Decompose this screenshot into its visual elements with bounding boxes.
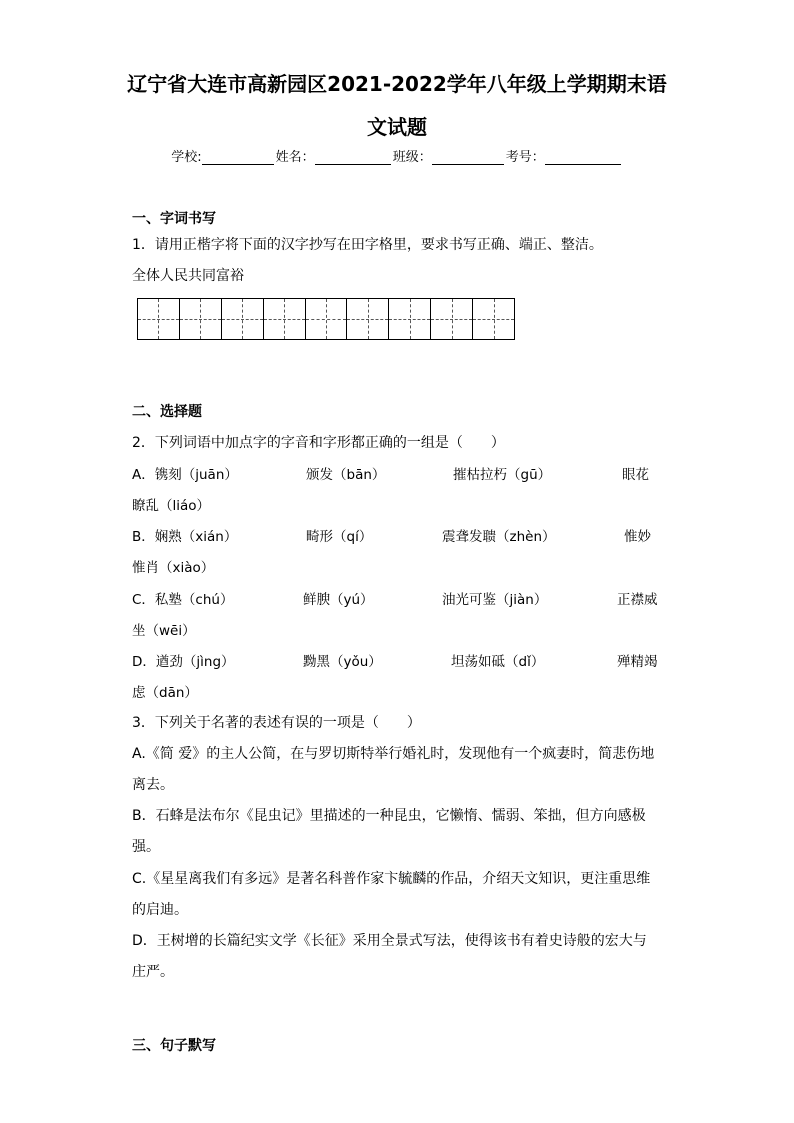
grid-cell[interactable] — [473, 299, 514, 339]
q3-option-c-line1: C.《星星离我们有多远》是著名科普作家卞毓麟的作品，介绍天文知识，更注重思维 — [132, 871, 651, 887]
grid-cell[interactable] — [431, 299, 473, 339]
grid-cell[interactable] — [306, 299, 348, 339]
school-label: 学校: — [171, 150, 202, 165]
grid-cell[interactable] — [222, 299, 264, 339]
q2-option-a-4: 眼花 — [622, 467, 649, 483]
q2-option-a-2: 颁发（bān） — [306, 467, 386, 483]
question-1: 1．请用正楷字将下面的汉字抄写在田字格里，要求书写正确、端正、整洁。 — [132, 237, 603, 253]
q2-option-a-3: 摧枯拉朽（gū） — [453, 467, 552, 483]
student-info-line — [0, 146, 794, 165]
q2-option-b-4: 惟妙 — [624, 529, 651, 545]
q2-option-d-4: 殚精竭 — [617, 654, 658, 670]
q3-option-b-line1: B．石蜂是法布尔《昆虫记》里描述的一种昆虫，它懒惰、懦弱、笨拙，但方向感极 — [132, 808, 646, 824]
grid-cell[interactable] — [389, 299, 431, 339]
name-blank[interactable] — [315, 150, 391, 165]
q3-option-a-line2: 离去。 — [132, 777, 174, 793]
q2-option-b-2: 畸形（qí） — [306, 529, 373, 545]
q2-option-d-2: 黝黑（yǒu） — [303, 654, 382, 670]
grid-cell[interactable] — [347, 299, 389, 339]
section2-heading: 二、选择题 — [132, 404, 202, 420]
name-label: 姓名： — [275, 150, 315, 165]
grid-cell[interactable] — [180, 299, 222, 339]
grid-cell[interactable] — [264, 299, 306, 339]
question-3: 3．下列关于名著的表述有误的一项是（ ） — [132, 715, 421, 731]
q2-option-c-2: 鲜腴（yú） — [303, 592, 374, 608]
q3-option-c-line2: 的启迪。 — [132, 902, 188, 918]
grid-cell[interactable] — [138, 299, 180, 339]
q3-option-a-line1: A.《简 爱》的主人公简，在与罗切斯特举行婚礼时，发现他有一个疯妻时，简悲伤地 — [132, 746, 655, 762]
exam-no-label: 考号： — [505, 150, 545, 165]
copy-phrase: 全体人民共同富裕 — [132, 268, 244, 284]
q3-option-b-line2: 强。 — [132, 839, 160, 855]
q2-option-a-1: A．镌刻（juān） — [132, 467, 238, 483]
exam-title-line1: 辽宁省大连市高新园区2021-2022学年八年级上学期期末语 — [127, 72, 667, 96]
q3-option-d-line2: 庄严。 — [132, 964, 174, 980]
exam-no-blank[interactable] — [545, 150, 621, 165]
section1-heading: 一、字词书写 — [132, 211, 216, 227]
q2-option-b-wrap: 惟肖（xiào） — [132, 560, 215, 576]
q2-option-c-3: 油光可鉴（jiàn） — [442, 592, 548, 608]
school-blank[interactable] — [202, 150, 274, 165]
class-label: 班级： — [392, 150, 432, 165]
exam-title-line2: 文试题 — [367, 115, 427, 139]
section3-heading: 三、句子默写 — [132, 1038, 216, 1054]
q2-option-c-wrap: 坐（wēi） — [132, 623, 196, 639]
q3-option-d-line1: D．王树增的长篇纪实文学《长征》采用全景式写法，使得该书有着史诗般的宏大与 — [132, 933, 647, 949]
q2-option-c-4: 正襟威 — [617, 592, 658, 608]
class-blank[interactable] — [432, 150, 504, 165]
q2-option-a-wrap: 瞭乱（liáo） — [132, 498, 211, 514]
question-2: 2．下列词语中加点字的字音和字形都正确的一组是（ ） — [132, 435, 505, 451]
q2-option-b-1: B．娴熟（xián） — [132, 529, 238, 545]
q2-option-d-3: 坦荡如砥（dǐ） — [451, 654, 545, 670]
q2-option-d-wrap: 虑（dān） — [132, 685, 198, 701]
q2-option-d-1: D．遒劲（jìng） — [132, 654, 235, 670]
q2-option-b-3: 震聋发聩（zhèn） — [442, 529, 556, 545]
q2-option-c-1: C．私塾（chú） — [132, 592, 234, 608]
tianzige-grid[interactable] — [137, 298, 515, 340]
